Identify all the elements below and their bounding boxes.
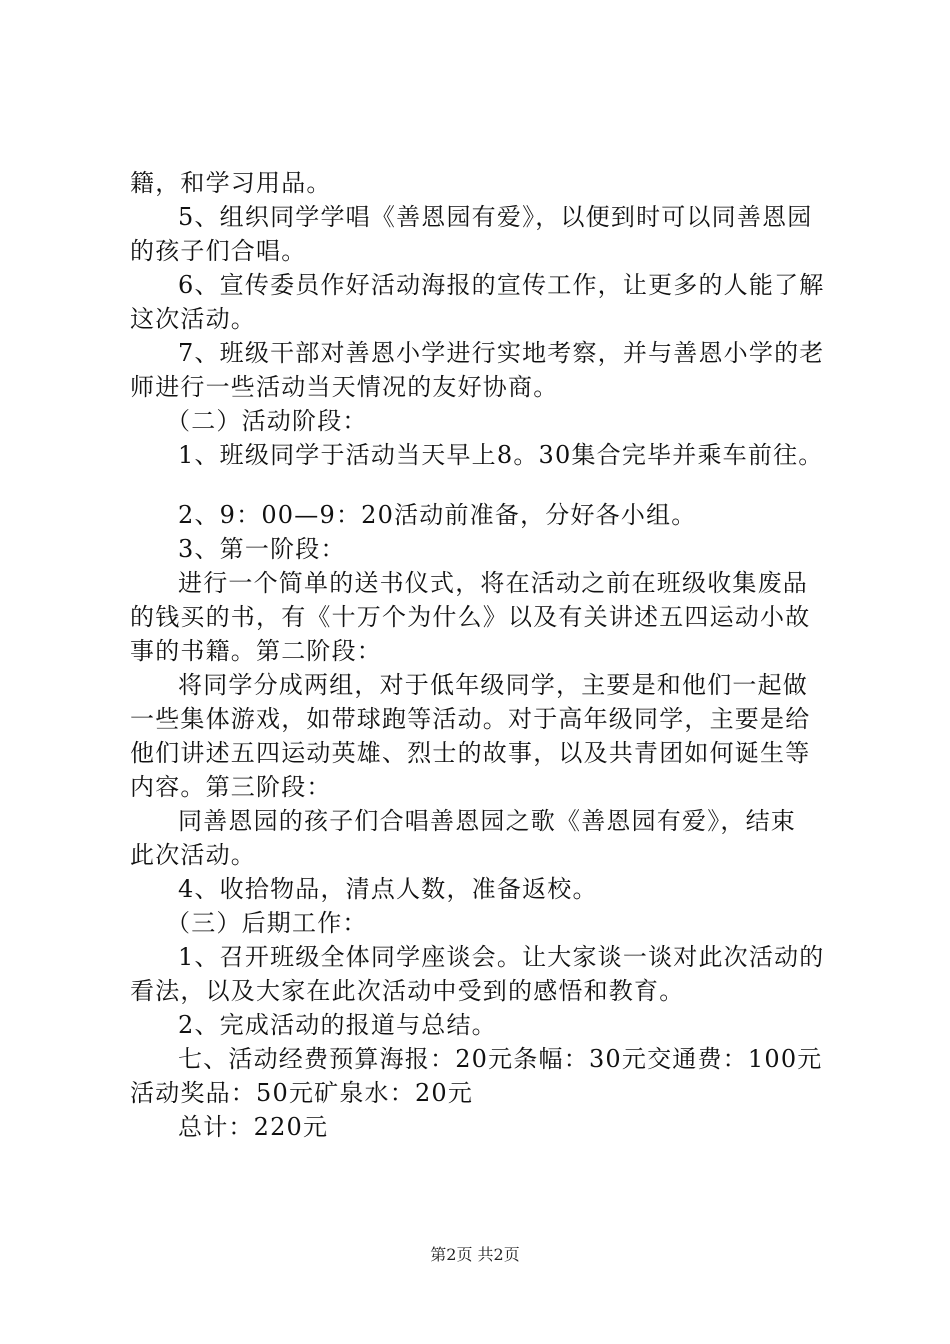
text-line: 的孩子们合唱。 xyxy=(130,237,307,265)
text-line: 这次活动。 xyxy=(130,305,256,333)
paragraph-gap xyxy=(130,472,832,498)
page-footer: 第2页 共2页 xyxy=(430,1245,520,1264)
text-line: 进行一个简单的送书仪式，将在活动之前在班级收集废品 xyxy=(178,569,808,597)
text-line: 将同学分成两组，对于低年级同学，主要是和他们一起做 xyxy=(178,671,808,699)
text-line: 一些集体游戏，如带球跑等活动。对于高年级同学，主要是给 xyxy=(130,705,811,733)
text-line: 籍，和学习用品。 xyxy=(130,169,332,197)
text-line: 2、9：00—9：20活动前准备，分好各小组。 xyxy=(178,501,697,529)
text-line: 3、第一阶段： xyxy=(178,535,346,563)
document-body xyxy=(130,166,832,1144)
text-line: 7、班级干部对善恩小学进行实地考察，并与善恩小学的老 xyxy=(178,339,825,367)
text-line: 看法，以及大家在此次活动中受到的感悟和教育。 xyxy=(130,977,685,1005)
section-heading: （三）后期工作： xyxy=(166,909,368,937)
text-line: 6、宣传委员作好活动海报的宣传工作，让更多的人能了解 xyxy=(178,271,825,299)
text-line: 的钱买的书，有《十万个为什么》以及有关讲述五四运动小故 xyxy=(130,603,811,631)
text-line: 师进行一些活动当天情况的友好协商。 xyxy=(130,373,559,401)
text-line: 内容。第三阶段： xyxy=(130,773,332,801)
text-line: 1、召开班级全体同学座谈会。让大家谈一谈对此次活动的 xyxy=(178,943,825,971)
text-line: 同善恩园的孩子们合唱善恩园之歌《善恩园有爱》，结束 xyxy=(178,807,796,835)
text-line: 总计：220元 xyxy=(178,1113,329,1141)
text-line: 5、组织同学学唱《善恩园有爱》，以便到时可以同善恩园 xyxy=(178,203,813,231)
text-line: 活动奖品：50元矿泉水：20元 xyxy=(130,1079,474,1107)
text-line: 1、班级同学于活动当天早上8。30集合完毕并乘车前往。 xyxy=(178,441,824,469)
text-line: 4、收拾物品，清点人数，准备返校。 xyxy=(178,875,598,903)
section-heading: （二）活动阶段： xyxy=(166,407,368,435)
text-line: 七、活动经费预算海报：20元条幅：30元交通费：100元 xyxy=(178,1045,823,1073)
text-line: 2、完成活动的报道与总结。 xyxy=(178,1011,497,1039)
text-line: 事的书籍。第二阶段： xyxy=(130,637,382,665)
text-line: 他们讲述五四运动英雄、烈士的故事，以及共青团如何诞生等 xyxy=(130,739,811,767)
text-line: 此次活动。 xyxy=(130,841,256,869)
